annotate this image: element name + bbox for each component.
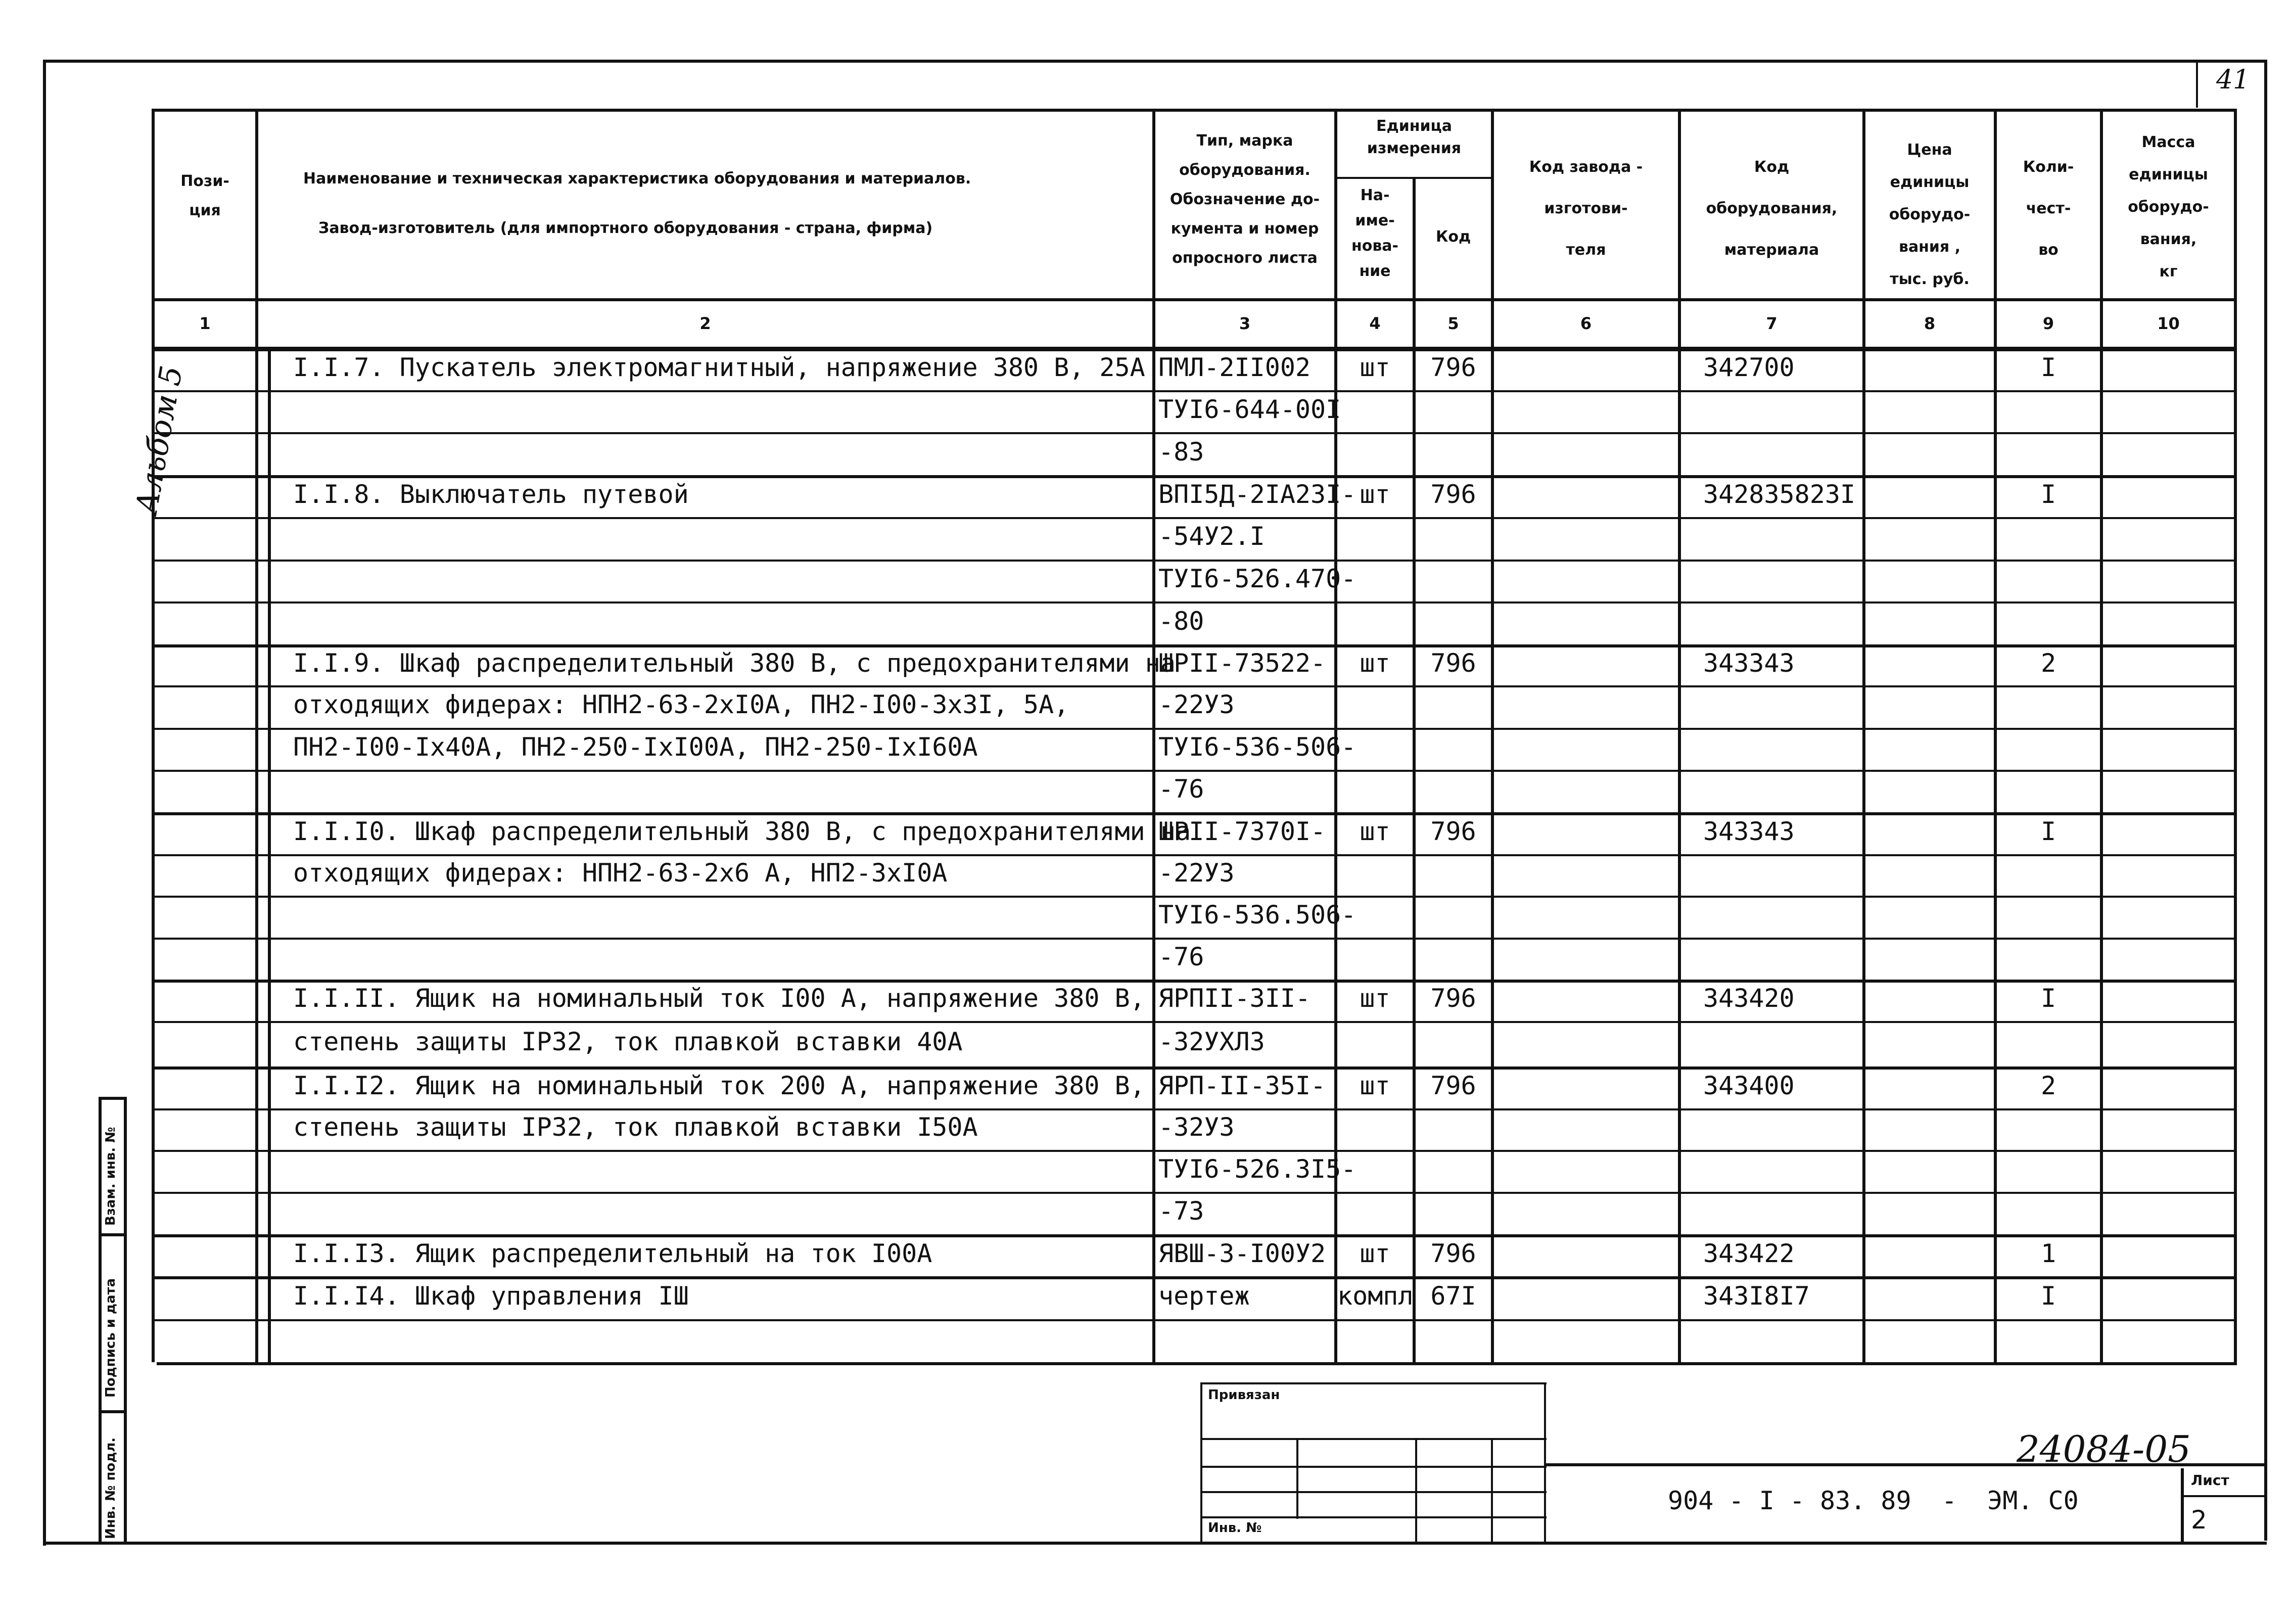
frame-bottom-line xyxy=(43,1542,2267,1545)
stamp-grid-h4 xyxy=(1200,1516,1547,1518)
cell-equip-code: 342700 xyxy=(1703,353,1795,382)
cell-name: отходящих фидерах: НПН2-63-2х6 А, НП2-3хI0А xyxy=(293,858,948,888)
col-sep-2 xyxy=(1152,109,1155,1362)
cell-type: -32У3 xyxy=(1158,1112,1235,1142)
cell-name: I.I.9. Шкаф распределительный 380 В, с предохранителями на xyxy=(293,648,1176,678)
cell-type: ТУI6-536-506- xyxy=(1158,732,1357,762)
cell-name xyxy=(293,558,1147,599)
cell-type: -54У2.I xyxy=(1158,522,1265,551)
cell-equip-code xyxy=(1703,431,1862,473)
cell-equip-code xyxy=(1703,1190,1862,1232)
cell-code xyxy=(1416,600,1491,642)
cell-qty xyxy=(1997,684,2100,725)
col-sep-7 xyxy=(1862,109,1865,1362)
cell-equip-code xyxy=(1703,1106,1862,1148)
cell-equip-code xyxy=(1703,936,1862,978)
cell-code xyxy=(1416,936,1491,978)
cell-qty: I xyxy=(2040,816,2056,846)
cell-type: ЯРПII-3II- xyxy=(1158,984,1311,1013)
cell-equip-code: 343I8I7 xyxy=(1703,1281,1810,1311)
sidebar-podpis-data: Подпись и дата xyxy=(103,1278,118,1398)
colnum-6: 6 xyxy=(1580,314,1592,333)
colnum-10: 10 xyxy=(2157,314,2180,333)
col-sep-5 xyxy=(1491,109,1494,1362)
stamp-privyazan: Привязан xyxy=(1208,1387,1280,1403)
colnum-4: 4 xyxy=(1369,314,1381,333)
cell-type: -22У3 xyxy=(1158,690,1235,719)
stamp-grid-v1 xyxy=(1296,1438,1298,1519)
cell-name: I.I.II. Ящик на номинальный ток I00 А, напряжение 380 В, xyxy=(293,984,1145,1013)
cell-equip-code xyxy=(1703,389,1862,430)
cell-name: I.I.I3. Ящик распределительный на ток I00А xyxy=(293,1238,932,1268)
table-right-border xyxy=(2234,109,2237,1362)
table-left-border xyxy=(152,109,155,1362)
sidebar-vzam-inv: Взам. инв. № xyxy=(103,1127,118,1226)
cell-type: -22У3 xyxy=(1158,858,1235,888)
cell-code: 796 xyxy=(1430,648,1476,678)
page-number-handwritten: 41 xyxy=(2216,65,2250,95)
colnum-1: 1 xyxy=(199,314,211,333)
cell-qty xyxy=(1997,1021,2100,1062)
sidebar-inner-line xyxy=(124,1097,127,1542)
cell-code xyxy=(1416,558,1491,599)
cell-equip-code: 343343 xyxy=(1703,648,1795,678)
header-col5: Код xyxy=(1435,228,1471,246)
cell-code: 67I xyxy=(1430,1281,1476,1311)
cell-equip-code xyxy=(1703,684,1862,725)
cell-name xyxy=(293,389,1147,430)
stamp-inv-no: Инв. № xyxy=(1208,1520,1262,1536)
cell-equip-code: 343422 xyxy=(1703,1238,1795,1268)
cell-qty: 2 xyxy=(2040,1071,2056,1100)
cell-type: чертеж xyxy=(1158,1281,1250,1311)
cell-unit xyxy=(1337,894,1413,936)
stamp-handwritten-code: 24084-05 xyxy=(2017,1428,2191,1470)
stamp-grid-v3 xyxy=(1491,1438,1493,1542)
cell-qty xyxy=(1997,1106,2100,1148)
cell-type: ТУI6-536.506- xyxy=(1158,900,1357,930)
cell-unit xyxy=(1337,600,1413,642)
album-label: Альбом 5 xyxy=(129,363,190,517)
cell-type: ТУI6-526.3I5- xyxy=(1158,1154,1357,1184)
cell-unit xyxy=(1337,936,1413,978)
cell-equip-code xyxy=(1703,1148,1862,1190)
cell-unit xyxy=(1337,1148,1413,1190)
cell-type: -32УХЛ3 xyxy=(1158,1027,1265,1056)
cell-qty: I xyxy=(2040,1281,2056,1311)
stamp-grid-v2 xyxy=(1415,1438,1417,1542)
cell-code xyxy=(1416,768,1491,810)
cell-equip-code xyxy=(1703,1318,1862,1360)
cell-name xyxy=(293,516,1147,557)
list-number: 2 xyxy=(2191,1505,2207,1535)
cell-code xyxy=(1416,1190,1491,1232)
cell-type: ЯВШ-3-I00У2 xyxy=(1158,1238,1326,1268)
cell-equip-code: 343420 xyxy=(1703,984,1795,1013)
cell-equip-code xyxy=(1703,852,1862,894)
cell-type: -73 xyxy=(1158,1196,1204,1226)
cell-equip-code: 343400 xyxy=(1703,1071,1795,1100)
frame-left-line xyxy=(43,60,46,1546)
cell-qty xyxy=(1997,726,2100,768)
doc-code: 904 - I - 83. 89 - ЭМ. С0 xyxy=(1668,1486,2079,1515)
list-box-divider xyxy=(2181,1495,2264,1497)
cell-qty: I xyxy=(2040,353,2056,382)
col-sep-1 xyxy=(255,109,258,1362)
colnum-8: 8 xyxy=(1924,314,1936,333)
sidebar-inv-podl: Инв. № подл. xyxy=(103,1437,118,1539)
cell-unit xyxy=(1337,852,1413,894)
header-col2: Наименование и техническая характеристика оборудования и материалов. Завод-изготовитель (для импортного оборудования - страна, фирма) xyxy=(303,170,971,237)
colnum-9: 9 xyxy=(2042,314,2054,333)
cell-code xyxy=(1416,389,1491,430)
cell-name: I.I.I2. Ящик на номинальный ток 200 А, напряжение 380 В, xyxy=(293,1071,1145,1100)
cell-code: 796 xyxy=(1430,479,1476,509)
cell-unit: шт xyxy=(1360,648,1390,678)
cell-type: -76 xyxy=(1158,942,1204,971)
cell-type: ТУI6-644-00I xyxy=(1158,394,1341,424)
cell-unit xyxy=(1337,1190,1413,1232)
cell-code xyxy=(1416,1148,1491,1190)
stamp-grid-h1 xyxy=(1200,1438,1547,1440)
cell-type: -80 xyxy=(1158,606,1204,636)
cell-unit xyxy=(1337,1106,1413,1148)
cell-type: ШРII-73522- xyxy=(1158,648,1326,678)
header-col6: Код завода - изготови- теля xyxy=(1529,158,1643,259)
cell-equip-code: 343343 xyxy=(1703,816,1795,846)
cell-unit: шт xyxy=(1360,1238,1390,1268)
cell-qty xyxy=(1997,389,2100,430)
header-unit-group: Единица измерения xyxy=(1367,117,1462,157)
cell-type: ТУI6-526.470- xyxy=(1158,564,1357,593)
cell-name xyxy=(293,600,1147,642)
header-col1: Пози- ция xyxy=(180,172,229,219)
cell-code: 796 xyxy=(1430,1071,1476,1100)
cell-code xyxy=(1416,894,1491,936)
cell-qty xyxy=(1997,936,2100,978)
cell-unit xyxy=(1337,558,1413,599)
header-col9: Коли- чест- во xyxy=(2023,158,2074,259)
cell-name xyxy=(293,1318,1147,1360)
cell-name: степень защиты IP32, ток плавкой вставки 40А xyxy=(293,1027,963,1056)
sidebar-top-line xyxy=(99,1097,127,1100)
cell-unit xyxy=(1337,431,1413,473)
cell-code xyxy=(1416,684,1491,725)
list-label: Лист xyxy=(2191,1472,2229,1489)
cell-unit xyxy=(1337,726,1413,768)
cell-equip-code xyxy=(1703,726,1862,768)
cell-qty xyxy=(1997,600,2100,642)
cell-type: ЯРП-II-35I- xyxy=(1158,1071,1326,1100)
cell-name: I.I.I4. Шкаф управления IШ xyxy=(293,1281,689,1311)
table-bottom-line xyxy=(157,1362,2237,1365)
frame-top-line xyxy=(43,60,2267,63)
sidebar-sep-2 xyxy=(99,1410,127,1413)
cell-equip-code xyxy=(1703,1021,1862,1062)
sidebar-outer-line xyxy=(99,1097,102,1542)
header-col8: Цена единицы оборудо- вания , тыс. руб. xyxy=(1889,141,1971,288)
cell-equip-code xyxy=(1703,600,1862,642)
cell-code xyxy=(1416,852,1491,894)
colnum-3: 3 xyxy=(1239,314,1251,333)
cell-name: отходящих фидерах: НПН2-63-2хI0А, ПН2-I00-3х3I, 5А, xyxy=(293,690,1069,719)
cell-type: -83 xyxy=(1158,437,1204,467)
colnum-5: 5 xyxy=(1447,314,1459,333)
cell-code: 796 xyxy=(1430,984,1476,1013)
cell-name xyxy=(293,894,1147,936)
cell-code xyxy=(1416,1106,1491,1148)
cell-qty xyxy=(1997,894,2100,936)
cell-code xyxy=(1416,726,1491,768)
cell-name: I.I.8. Выключатель путевой xyxy=(293,479,689,509)
cell-type: -76 xyxy=(1158,774,1204,804)
cell-name xyxy=(293,1148,1147,1190)
cell-code xyxy=(1416,1021,1491,1062)
cell-unit xyxy=(1337,389,1413,430)
cell-name xyxy=(293,768,1147,810)
cell-code: 796 xyxy=(1430,816,1476,846)
cell-unit: компл xyxy=(1337,1281,1414,1311)
cell-equip-code xyxy=(1703,894,1862,936)
cell-code: 796 xyxy=(1430,1238,1476,1268)
cell-qty xyxy=(1997,1148,2100,1190)
cell-name: I.I.I0. Шкаф распределительный 380 В, с предохранителями на xyxy=(293,816,1191,846)
table-top-border xyxy=(152,109,2237,112)
cell-unit xyxy=(1337,768,1413,810)
cell-name xyxy=(293,431,1147,473)
cell-qty: I xyxy=(2040,479,2056,509)
col-sep-9 xyxy=(2100,109,2103,1362)
cell-type: ВПI5Д-2IA23I- xyxy=(1158,479,1357,509)
colnum-7: 7 xyxy=(1766,314,1778,333)
header-col10: Масса единицы оборудо- вания, кг xyxy=(2128,133,2209,281)
cell-qty xyxy=(1997,852,2100,894)
cell-qty xyxy=(1997,1318,2100,1360)
colnum-2: 2 xyxy=(699,314,711,333)
cell-unit: шт xyxy=(1360,984,1390,1013)
cell-qty xyxy=(1997,431,2100,473)
cell-name: ПН2-I00-Iх40А, ПН2-250-IхI00А, ПН2-250-IхI60А xyxy=(293,732,978,762)
cell-qty: 2 xyxy=(2040,648,2056,678)
stamp-block-top xyxy=(1200,1382,1547,1384)
cell-name xyxy=(293,1190,1147,1232)
cell-name: I.I.7. Пускатель электромагнитный, напряжение 380 В, 25А xyxy=(293,353,1145,382)
col-sep-6 xyxy=(1678,109,1681,1362)
cell-code: 796 xyxy=(1430,353,1476,382)
cell-type xyxy=(1158,1318,1333,1360)
cell-unit: шт xyxy=(1360,479,1390,509)
cell-equip-code: 342835823I xyxy=(1703,479,1856,509)
cell-unit xyxy=(1337,1318,1413,1360)
cell-qty: I xyxy=(2040,984,2056,1013)
cell-qty xyxy=(1997,516,2100,557)
unit-group-divider xyxy=(1334,177,1491,179)
list-box-left xyxy=(2181,1468,2184,1542)
cell-qty xyxy=(1997,768,2100,810)
sidebar-sep-1 xyxy=(99,1233,127,1236)
cell-name xyxy=(293,936,1147,978)
cell-code xyxy=(1416,1318,1491,1360)
header-col7: Код оборудования, материала xyxy=(1706,158,1838,259)
cell-equip-code xyxy=(1703,768,1862,810)
cell-type: ШРII-7370I- xyxy=(1158,816,1326,846)
cell-name: степень защиты IP32, ток плавкой вставки I50А xyxy=(293,1112,978,1142)
cell-unit xyxy=(1337,1021,1413,1062)
cell-qty: 1 xyxy=(2040,1238,2056,1268)
cell-code xyxy=(1416,431,1491,473)
stamp-grid-h2 xyxy=(1200,1466,1547,1468)
cell-unit xyxy=(1337,516,1413,557)
cell-qty xyxy=(1997,558,2100,599)
cell-equip-code xyxy=(1703,516,1862,557)
cell-unit: шт xyxy=(1360,353,1390,382)
cell-equip-code xyxy=(1703,558,1862,599)
cell-unit xyxy=(1337,684,1413,725)
header-col3: Тип, марка оборудования. Обозначение до- кумента и номер опросного листа xyxy=(1170,132,1320,267)
header-col4: На- име- нова- ние xyxy=(1351,187,1399,280)
stamp-grid-h3 xyxy=(1200,1491,1547,1493)
cell-code xyxy=(1416,516,1491,557)
page-number-box-line xyxy=(2196,60,2198,108)
cell-qty xyxy=(1997,1190,2100,1232)
frame-right-line xyxy=(2264,60,2267,1541)
cell-type: ПМЛ-2II002 xyxy=(1158,353,1311,382)
cell-unit: шт xyxy=(1360,816,1390,846)
cell-unit: шт xyxy=(1360,1071,1390,1100)
